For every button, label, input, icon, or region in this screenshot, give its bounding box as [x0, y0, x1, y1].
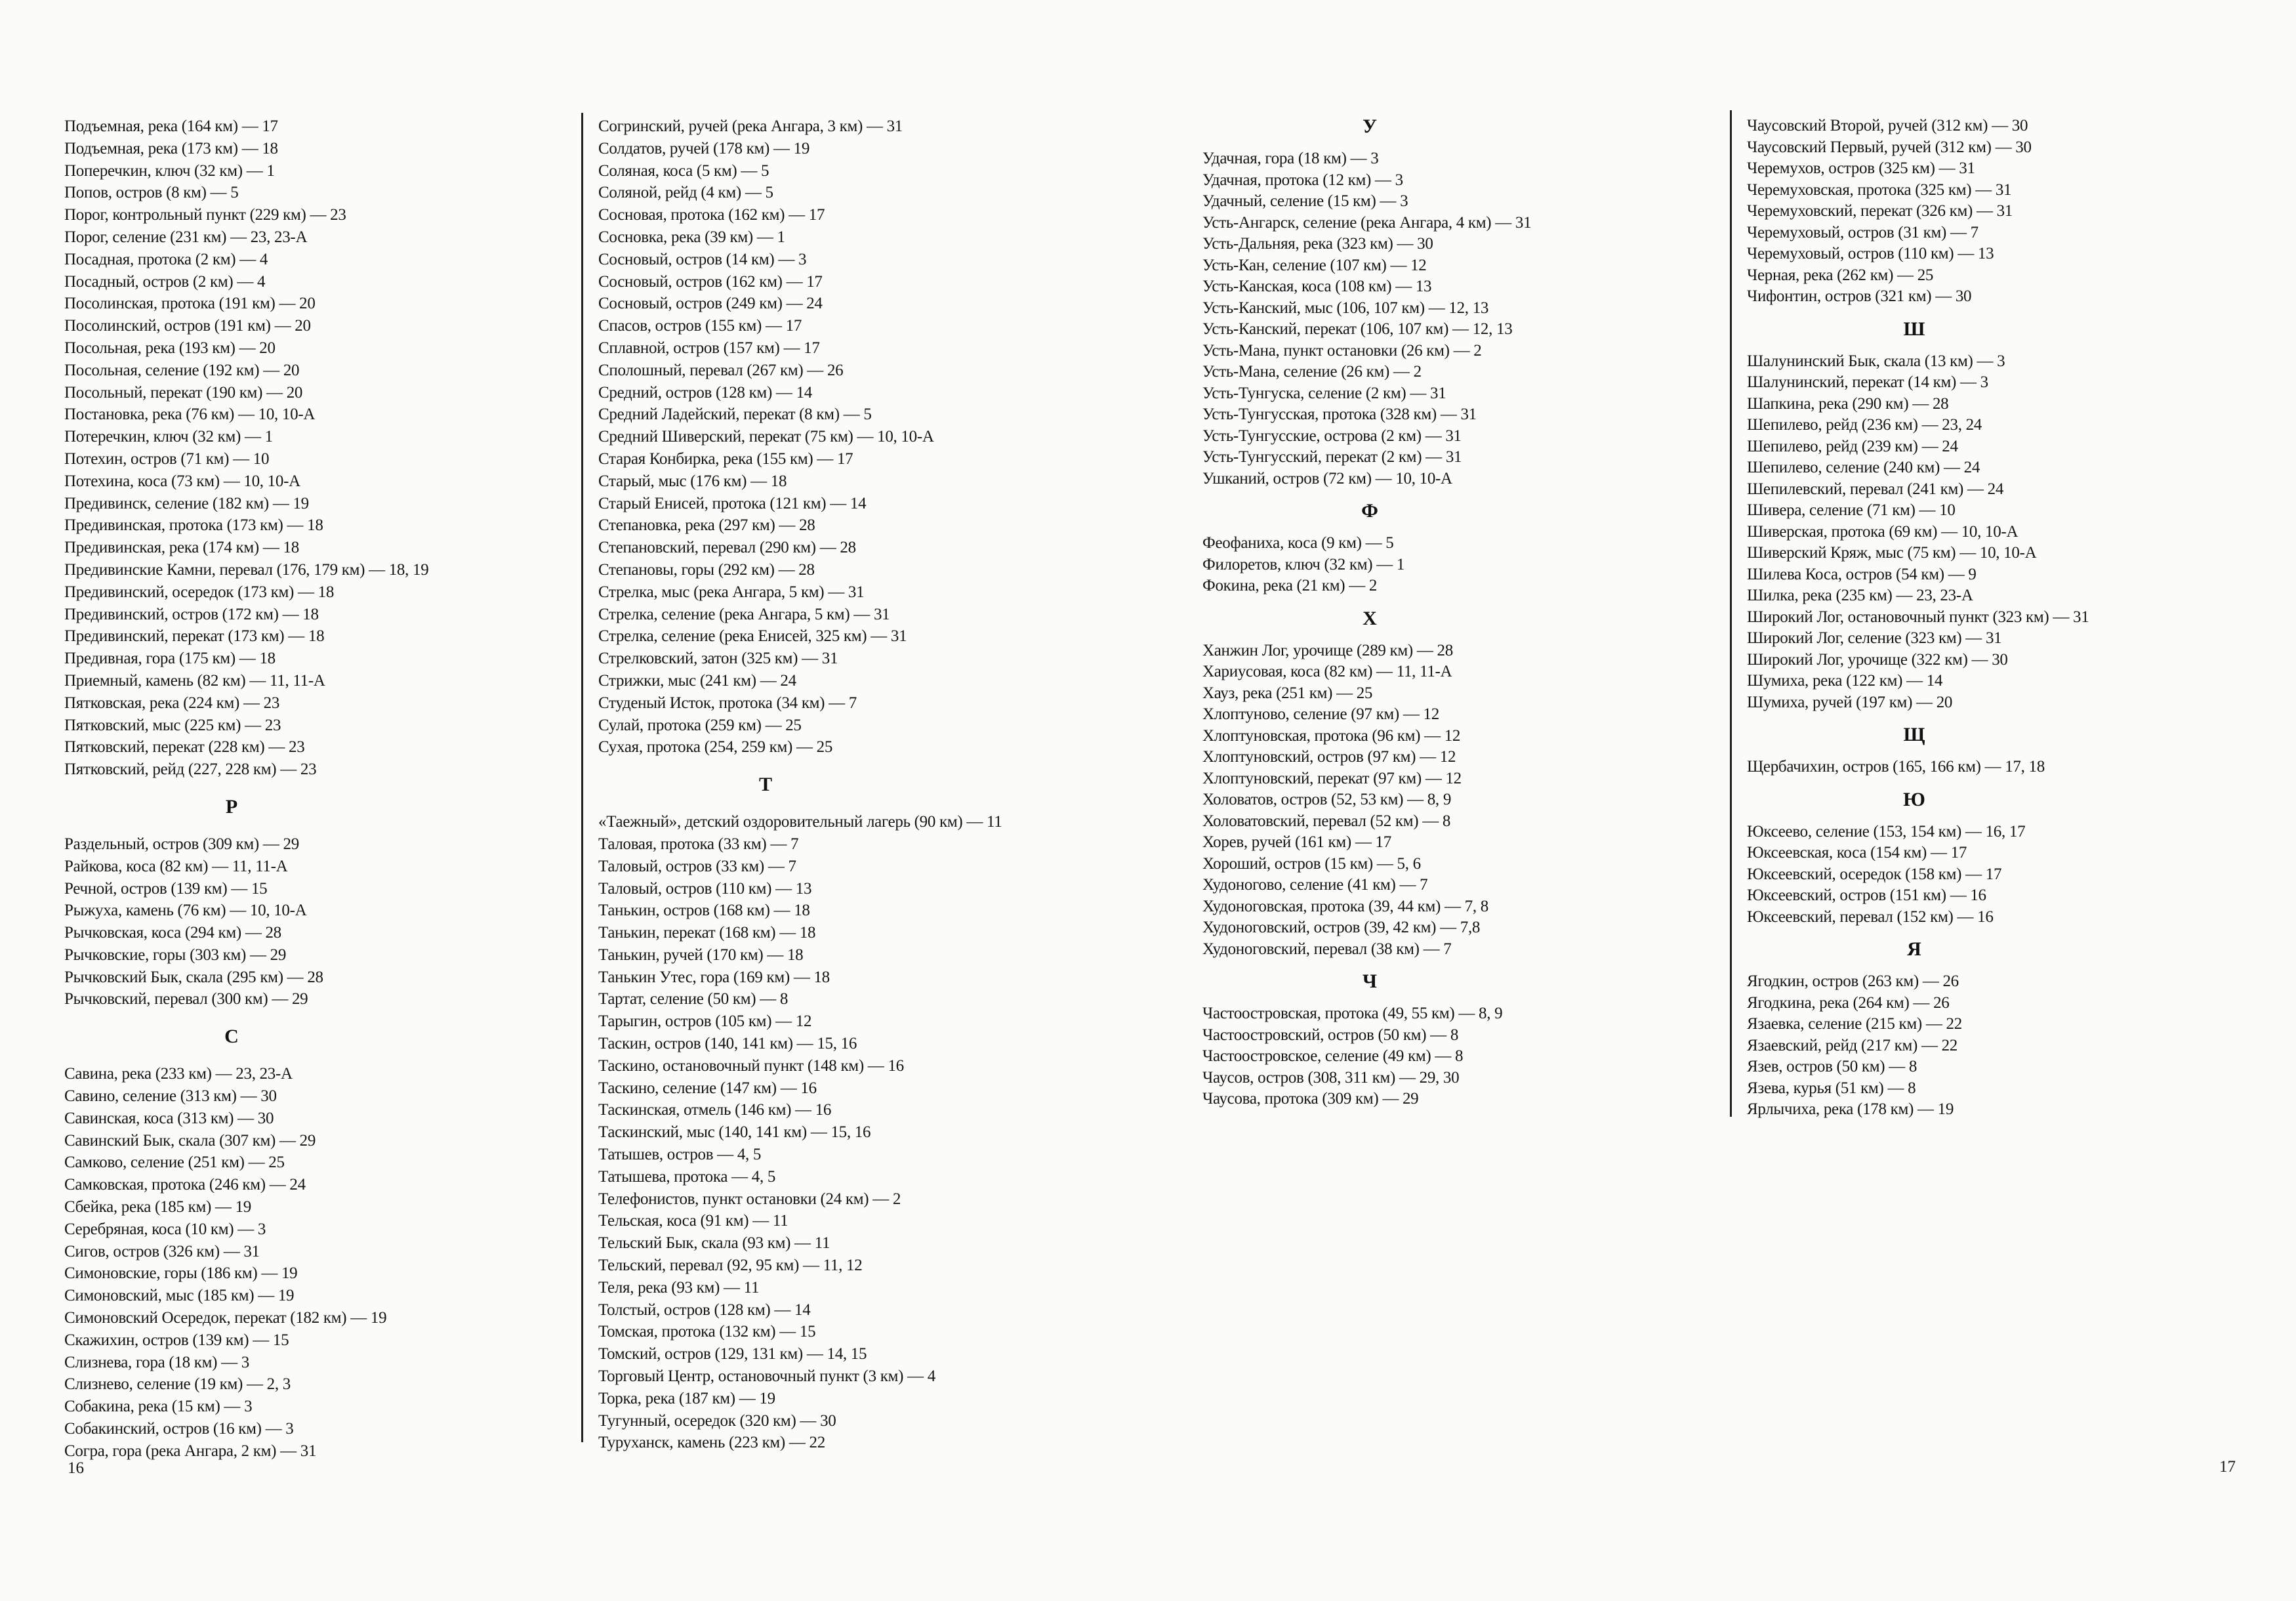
- index-entry: Симоновский, мыс (185 км) — 19: [64, 1287, 295, 1305]
- index-entry: Слизнева, гора (18 км) — 3: [64, 1353, 249, 1371]
- index-entry: Подъемная, река (164 км) — 17: [64, 117, 278, 135]
- index-entry: «Таежный», детский оздоровительный лагерь (90 км) — 11: [598, 813, 1002, 831]
- index-entry: Сухая, протока (254, 259 км) — 25: [598, 738, 833, 757]
- index-entry: Танькин, ручей (170 км) — 18: [598, 946, 804, 964]
- index-entry: Пятковский, рейд (227, 228 км) — 23: [64, 760, 317, 779]
- index-entry: Сосновый, остров (162 км) — 17: [598, 272, 823, 291]
- index-entry: Подъемная, река (173 км) — 18: [64, 139, 278, 157]
- index-entry: Чифонтин, остров (321 км) — 30: [1747, 287, 1972, 305]
- index-entry: Предивинская, река (174 км) — 18: [64, 539, 299, 557]
- index-entry: Юксеевская, коса (154 км) — 17: [1747, 844, 1967, 862]
- index-entry: Ушканий, остров (72 км) — 10, 10-А: [1202, 469, 1452, 488]
- index-entry: Хороший, остров (15 км) — 5, 6: [1202, 854, 1421, 873]
- index-entry: Теля, река (93 км) — 11: [598, 1278, 760, 1297]
- index-entry: Сосновая, протока (162 км) — 17: [598, 206, 825, 224]
- index-entry: Савина, река (233 км) — 23, 23-А: [64, 1065, 293, 1083]
- index-entry: Хорев, ручей (161 км) — 17: [1202, 833, 1391, 851]
- section-header: Я: [1907, 938, 1921, 960]
- index-entry: Чаусова, протока (309 км) — 29: [1202, 1090, 1419, 1108]
- index-entry: Ягодкин, остров (263 км) — 26: [1747, 972, 1959, 990]
- index-entry: Торка, река (187 км) — 19: [598, 1389, 775, 1407]
- index-entry: Пятковский, перекат (228 км) — 23: [64, 738, 305, 757]
- index-entry: Черемуховская, протока (325 км) — 31: [1747, 180, 2012, 199]
- index-entry: Чаусовский Первый, ручей (312 км) — 30: [1747, 138, 2032, 156]
- index-entry: Черемуховый, остров (110 км) — 13: [1747, 245, 1994, 262]
- index-entry: Фокина, река (21 км) — 2: [1202, 577, 1378, 594]
- index-entry: Усть-Ангарск, селение (река Ангара, 4 км) — 31: [1202, 213, 1532, 232]
- index-entry: Худоногово, селение (41 км) — 7: [1202, 876, 1428, 894]
- index-entry: Черная, река (262 км) — 25: [1747, 266, 1934, 284]
- index-entry: Частоостровская, протока (49, 55 км) — 8, 9: [1202, 1005, 1503, 1022]
- index-entry: Усть-Канский, мыс (106, 107 км) — 12, 13: [1202, 299, 1489, 317]
- index-entry: Шепилевский, перевал (241 км) — 24: [1747, 480, 2004, 498]
- index-entry: Усть-Мана, селение (26 км) — 2: [1202, 363, 1422, 381]
- index-entry: Сбейка, река (185 км) — 19: [64, 1198, 251, 1216]
- index-column-2: [598, 115, 1149, 1454]
- index-entry: Тартат, селение (50 км) — 8: [598, 990, 789, 1008]
- index-entry: Усть-Канский, перекат (106, 107 км) — 12, 13: [1202, 320, 1513, 338]
- index-entry: Тельский Бык, скала (93 км) — 11: [598, 1234, 830, 1253]
- index-entry: Хлоптуновская, протока (96 км) — 12: [1202, 726, 1461, 745]
- index-entry: Тарыгин, остров (105 км) — 12: [598, 1012, 812, 1031]
- index-entry: Симоновский Осередок, перекат (182 км) — 19: [64, 1309, 387, 1327]
- index-entry: Щербачихин, остров (165, 166 км) — 17, 18: [1747, 758, 2045, 776]
- index-entry: Савинский Бык, скала (307 км) — 29: [64, 1131, 316, 1150]
- index-entry: Чаусов, остров (308, 311 км) — 29, 30: [1202, 1068, 1460, 1087]
- index-entry: Феофаниха, коса (9 км) — 5: [1202, 534, 1394, 552]
- index-entry: Усть-Мана, пункт остановки (26 км) — 2: [1202, 341, 1482, 360]
- section-header: Р: [225, 795, 238, 818]
- index-entry: Поперечкин, ключ (32 км) — 1: [64, 161, 275, 180]
- index-entry: Предивинская, протока (173 км) — 18: [64, 516, 323, 535]
- index-entry: Язаевка, селение (215 км) — 22: [1747, 1015, 1962, 1033]
- page-number-left: 16: [68, 1459, 84, 1477]
- index-entry: Посадная, протока (2 км) — 4: [64, 250, 268, 268]
- index-entry: Савинская, коса (313 км) — 30: [64, 1109, 274, 1127]
- index-entry: Хлоптуновский, остров (97 км) — 12: [1202, 748, 1456, 766]
- index-entry: Порог, селение (231 км) — 23, 23-А: [64, 228, 308, 246]
- index-entry: Частоостровское, селение (49 км) — 8: [1202, 1047, 1464, 1065]
- index-entry: Широкий Лог, урочище (322 км) — 30: [1747, 650, 2008, 669]
- index-entry: Шалунинский Бык, скала (13 км) — 3: [1747, 352, 2005, 370]
- index-entry: Стрелка, мыс (река Ангара, 5 км) — 31: [598, 583, 865, 601]
- index-entry: Танькин, перекат (168 км) — 18: [598, 924, 816, 942]
- index-entry: Удачный, селение (15 км) — 3: [1202, 192, 1408, 210]
- index-entry: Предивинский, осередок (173 км) — 18: [64, 583, 335, 601]
- index-entry: Порог, контрольный пункт (229 км) — 23: [64, 206, 346, 224]
- index-column-1: [64, 115, 589, 1463]
- index-entry: Посольный, перекат (190 км) — 20: [64, 383, 303, 402]
- index-entry: Хлоптуново, селение (97 км) — 12: [1202, 705, 1439, 723]
- index-entry: Торговый Центр, остановочный пункт (3 км) — 4: [598, 1367, 935, 1386]
- index-entry: Ярлычиха, река (178 км) — 19: [1747, 1100, 1954, 1118]
- index-entry: Широкий Лог, остановочный пункт (323 км) — 31: [1747, 608, 2089, 626]
- index-entry: Степановы, горы (292 км) — 28: [598, 560, 815, 579]
- index-entry: Холоватовский, перевал (52 км) — 8: [1202, 812, 1451, 830]
- section-header: Ш: [1903, 318, 1925, 340]
- index-entry: Шепилево, селение (240 км) — 24: [1747, 459, 1980, 476]
- index-entry: Предивная, гора (175 км) — 18: [64, 650, 276, 668]
- index-entry: Филоретов, ключ (32 км) — 1: [1202, 555, 1405, 573]
- index-entry: Старый, мыс (176 км) — 18: [598, 472, 787, 490]
- index-entry: Стрижки, мыс (241 км) — 24: [598, 671, 796, 690]
- index-entry: Язаевский, рейд (217 км) — 22: [1747, 1036, 1958, 1054]
- page-number-right: 17: [2219, 1458, 2236, 1476]
- index-entry: Шепилево, рейд (236 км) — 23, 24: [1747, 416, 1982, 434]
- index-entry: Татышев, остров — 4, 5: [598, 1146, 762, 1164]
- index-entry: Средний Ладейский, перекат (8 км) — 5: [598, 405, 872, 424]
- index-entry: Стрелка, селение (река Енисей, 325 км) — 31: [598, 627, 907, 646]
- index-entry: Рычковские, горы (303 км) — 29: [64, 946, 287, 964]
- index-entry: Степановский, перевал (290 км) — 28: [598, 539, 856, 557]
- index-entry: Рычковская, коса (294 км) — 28: [64, 924, 281, 942]
- index-entry: Таловый, остров (33 км) — 7: [598, 857, 796, 875]
- index-entry: Язев, остров (50 км) — 8: [1747, 1058, 1917, 1075]
- index-entry: Шалунинский, перекат (14 км) — 3: [1747, 373, 1988, 391]
- index-entry: Предивинский, остров (172 км) — 18: [64, 605, 319, 623]
- index-entry: Черемуховский, перекат (326 км) — 31: [1747, 202, 2013, 220]
- index-entry: Шилева Коса, остров (54 км) — 9: [1747, 565, 1977, 583]
- index-entry: Скажихин, остров (139 км) — 15: [64, 1331, 289, 1349]
- index-entry: Пятковская, река (224 км) — 23: [64, 694, 280, 712]
- index-entry: Юксеевский, перевал (152 км) — 16: [1747, 907, 1994, 926]
- index-entry: Тугунный, осередок (320 км) — 30: [598, 1411, 836, 1430]
- column-divider-left-page: [581, 113, 583, 1442]
- index-entry: Студеный Исток, протока (34 км) — 7: [598, 694, 857, 712]
- index-entry: Старая Конбирка, река (155 км) — 17: [598, 449, 853, 468]
- index-entry: Посольная, селение (192 км) — 20: [64, 361, 300, 379]
- index-entry: Согринский, ручей (река Ангара, 3 км) — 31: [598, 117, 903, 135]
- section-header: У: [1362, 115, 1378, 137]
- index-column-4: [1747, 115, 2295, 1121]
- index-entry: Таскинская, отмель (146 км) — 16: [598, 1101, 832, 1119]
- index-entry: Ягодкина, река (264 км) — 26: [1747, 993, 1950, 1012]
- index-entry: Посолинская, протока (191 км) — 20: [64, 295, 316, 313]
- index-entry: Усть-Тунгуска, селение (2 км) — 31: [1202, 384, 1446, 402]
- index-entry: Раздельный, остров (309 км) — 29: [64, 835, 299, 853]
- index-entry: Рычковский, перевал (300 км) — 29: [64, 990, 308, 1008]
- index-entry: Усть-Кан, селение (107 км) — 12: [1202, 256, 1427, 274]
- index-entry: Шумиха, ручей (197 км) — 20: [1747, 693, 1953, 711]
- index-entry: Хауз, река (251 км) — 25: [1202, 684, 1373, 702]
- index-entry: Сулай, протока (259 км) — 25: [598, 716, 802, 734]
- index-entry: Томский, остров (129, 131 км) — 14, 15: [598, 1345, 867, 1363]
- index-entry: Черемухов, остров (325 км) — 31: [1747, 159, 1975, 177]
- index-entry: Собакинский, остров (16 км) — 3: [64, 1420, 294, 1438]
- index-entry: Сосновый, остров (14 км) — 3: [598, 250, 807, 268]
- index-entry: Юксеевский, остров (151 км) — 16: [1747, 886, 1986, 904]
- index-entry: Язева, курья (51 км) — 8: [1747, 1079, 1916, 1097]
- index-entry: Шумиха, река (122 км) — 14: [1747, 672, 1943, 690]
- index-entry: Самковская, протока (246 км) — 24: [64, 1176, 306, 1194]
- index-entry: Усть-Дальняя, река (323 км) — 30: [1202, 235, 1433, 253]
- index-entry: Шивера, селение (71 км) — 10: [1747, 501, 1956, 519]
- index-entry: Степановка, река (297 км) — 28: [598, 516, 815, 535]
- index-entry: Юксеевский, осередок (158 км) — 17: [1747, 865, 2002, 883]
- index-entry: Телефонистов, пункт остановки (24 км) — 2: [598, 1190, 901, 1208]
- index-entry: Усть-Тунгусский, перекат (2 км) — 31: [1202, 448, 1462, 466]
- section-header: Ч: [1362, 970, 1378, 992]
- index-entry: Самково, селение (251 км) — 25: [64, 1154, 285, 1172]
- index-entry: Рычковский Бык, скала (295 км) — 28: [64, 968, 323, 986]
- index-entry: Томская, протока (132 км) — 15: [598, 1323, 816, 1341]
- index-entry: Предивинские Камни, перевал (176, 179 км) — 18, 19: [64, 560, 429, 579]
- index-entry: Ханжин Лог, урочище (289 км) — 28: [1202, 641, 1453, 659]
- index-entry: Посолинский, остров (191 км) — 20: [64, 317, 311, 335]
- index-entry: Туруханск, камень (223 км) — 22: [598, 1434, 825, 1452]
- index-entry: Худоноговский, остров (39, 42 км) — 7,8: [1202, 919, 1481, 936]
- index-entry: Потеречкин, ключ (32 км) — 1: [64, 428, 273, 446]
- index-entry: Частоостровский, остров (50 км) — 8: [1202, 1026, 1459, 1044]
- index-entry: Старый Енисей, протока (121 км) — 14: [598, 494, 867, 512]
- index-entry: Шапкина, река (290 км) — 28: [1747, 394, 1949, 413]
- section-header: Т: [758, 774, 772, 796]
- index-entry: Соляной, рейд (4 км) — 5: [598, 184, 773, 202]
- index-entry: Хлоптуновский, перекат (97 км) — 12: [1202, 769, 1462, 787]
- index-entry: Слизнево, селение (19 км) — 2, 3: [64, 1375, 291, 1394]
- index-entry: Хариусовая, коса (82 км) — 11, 11-А: [1202, 663, 1452, 680]
- index-entry: Широкий Лог, селение (323 км) — 31: [1747, 629, 2002, 647]
- index-entry: Тельская, коса (91 км) — 11: [598, 1212, 789, 1230]
- index-entry: Предивинский, перекат (173 км) — 18: [64, 627, 325, 646]
- index-entry: Потехина, коса (73 км) — 10, 10-А: [64, 472, 300, 490]
- index-entry: Татышева, протока — 4, 5: [598, 1167, 776, 1186]
- index-entry: Средний Шиверский, перекат (75 км) — 10, 10-А: [598, 428, 934, 446]
- section-header: С: [224, 1026, 239, 1048]
- index-entry: Худоноговский, перевал (38 км) — 7: [1202, 940, 1452, 958]
- index-entry: Шиверская, протока (69 км) — 10, 10-А: [1747, 522, 2019, 541]
- index-entry: Усть-Тунгусские, острова (2 км) — 31: [1202, 426, 1462, 445]
- index-entry: Сигов, остров (326 км) — 31: [64, 1242, 260, 1260]
- section-header: Ю: [1903, 788, 1925, 810]
- index-entry: Сосновый, остров (249 км) — 24: [598, 295, 823, 313]
- index-entry: Таскино, остановочный пункт (148 км) — 16: [598, 1056, 904, 1075]
- index-entry: Пятковский, мыс (225 км) — 23: [64, 716, 281, 734]
- index-entry: Усть-Тунгусская, протока (328 км) — 31: [1202, 405, 1477, 423]
- index-entry: Таловая, протока (33 км) — 7: [598, 835, 799, 853]
- index-entry: Шилка, река (235 км) — 23, 23-А: [1747, 587, 1973, 604]
- index-entry: Сосновка, река (39 км) — 1: [598, 228, 785, 246]
- index-entry: Шиверский Кряж, мыс (75 км) — 10, 10-А: [1747, 544, 2037, 562]
- index-entry: Потехин, остров (71 км) — 10: [64, 449, 270, 468]
- index-entry: Черемуховый, остров (31 км) — 7: [1747, 223, 1978, 241]
- index-entry: Попов, остров (8 км) — 5: [64, 184, 239, 202]
- index-entry: Спасов, остров (155 км) — 17: [598, 317, 802, 335]
- index-entry: Серебряная, коса (10 км) — 3: [64, 1220, 266, 1238]
- index-entry: Шепилево, рейд (239 км) — 24: [1747, 437, 1958, 455]
- index-entry: Средний, остров (128 км) — 14: [598, 383, 812, 402]
- index-entry: Стрелковский, затон (325 км) — 31: [598, 650, 838, 668]
- index-entry: Усть-Канская, коса (108 км) — 13: [1202, 278, 1432, 295]
- index-entry: Постановка, река (76 км) — 10, 10-А: [64, 405, 316, 424]
- index-entry: Худоноговская, протока (39, 44 км) — 7, 8: [1202, 897, 1488, 915]
- index-entry: Сполошный, перевал (267 км) — 26: [598, 361, 844, 379]
- index-entry: Удачная, протока (12 км) — 3: [1202, 171, 1403, 189]
- index-entry: Предивинск, селение (182 км) — 19: [64, 494, 309, 512]
- column-divider-right-page: [1730, 110, 1732, 1117]
- index-entry: Удачная, гора (18 км) — 3: [1202, 150, 1379, 167]
- index-entry: Таскинский, мыс (140, 141 км) — 15, 16: [598, 1123, 871, 1142]
- index-entry: Толстый, остров (128 км) — 14: [598, 1300, 811, 1319]
- index-entry: Симоновские, горы (186 км) — 19: [64, 1264, 298, 1283]
- index-entry: Танькин Утес, гора (169 км) — 18: [598, 968, 830, 986]
- index-entry: Посольная, река (193 км) — 20: [64, 339, 276, 357]
- index-entry: Таскин, остров (140, 141 км) — 15, 16: [598, 1035, 857, 1053]
- index-entry: Посадный, остров (2 км) — 4: [64, 272, 266, 291]
- index-entry: Собакина, река (15 км) — 3: [64, 1398, 253, 1416]
- index-entry: Согра, гора (река Ангара, 2 км) — 31: [64, 1442, 317, 1460]
- index-entry: Райкова, коса (82 км) — 11, 11-А: [64, 857, 288, 875]
- index-entry: Савино, селение (313 км) — 30: [64, 1087, 277, 1106]
- section-header: Щ: [1903, 724, 1925, 745]
- index-column-3: [1202, 105, 1727, 1110]
- index-entry: Таловый, остров (110 км) — 13: [598, 879, 812, 898]
- index-entry: Рыжуха, камень (76 км) — 10, 10-А: [64, 902, 307, 920]
- index-entry: Юксеево, селение (153, 154 км) — 16, 17: [1747, 822, 2026, 841]
- index-entry: Приемный, камень (82 км) — 11, 11-А: [64, 671, 325, 690]
- index-entry: Тельский, перевал (92, 95 км) — 11, 12: [598, 1257, 863, 1275]
- index-entry: Речной, остров (139 км) — 15: [64, 879, 268, 898]
- section-header: Ф: [1361, 500, 1378, 522]
- index-entry: Чаусовский Второй, ручей (312 км) — 30: [1747, 117, 2028, 135]
- index-entry: Солдатов, ручей (178 км) — 19: [598, 139, 810, 157]
- index-entry: Таскино, селение (147 км) — 16: [598, 1079, 817, 1097]
- index-entry: Танькин, остров (168 км) — 18: [598, 902, 810, 920]
- index-entry: Стрелка, селение (река Ангара, 5 км) — 31: [598, 605, 890, 623]
- section-header: Х: [1363, 607, 1377, 629]
- index-entry: Холоватов, остров (52, 53 км) — 8, 9: [1202, 791, 1452, 808]
- index-entry: Соляная, коса (5 км) — 5: [598, 161, 769, 180]
- index-entry: Сплавной, остров (157 км) — 17: [598, 339, 820, 357]
